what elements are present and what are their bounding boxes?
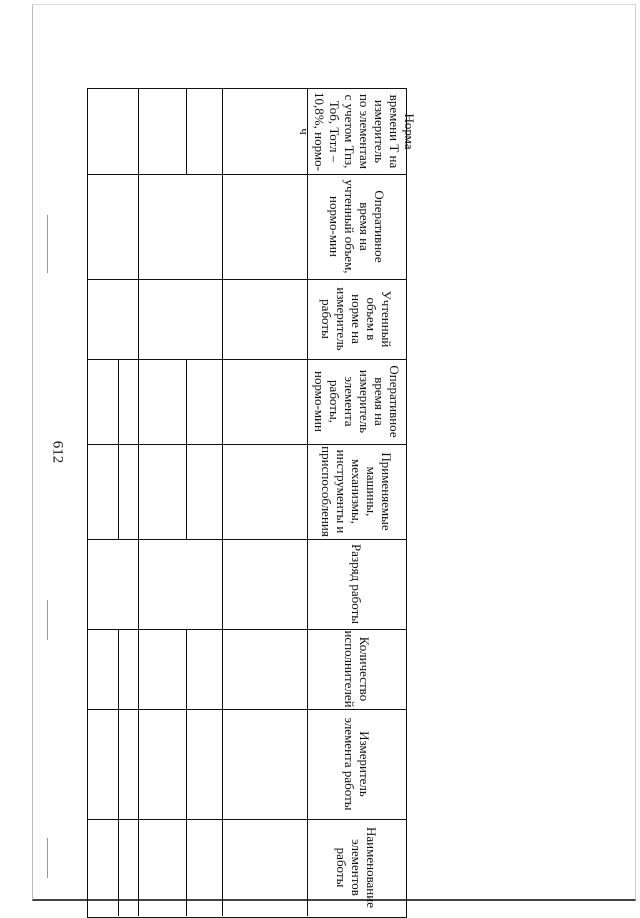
header-norm: Норма времени Т на измеритель по элементам с учетом Тпз, Тоб, Тотл – 10,8%, нормо-ч <box>297 92 417 171</box>
page-number: 612 <box>49 440 66 464</box>
scan-margin-mark <box>47 838 48 878</box>
header-equipment: Применяемые машины, механизмы, инструменты и приспособления <box>319 446 395 537</box>
scan-margin-mark <box>47 215 48 273</box>
header-workers: Количество исполнителей <box>342 630 372 708</box>
header-grade: Разряд работы <box>349 543 365 625</box>
norm-table <box>87 88 417 918</box>
header-op-time: Оперативное время на измеритель элемента работы, нормо-мин <box>312 365 402 438</box>
header-volume: Учтенный объем в норме на измеритель работы <box>319 287 395 351</box>
header-name: Наименование элементов работы <box>334 827 380 908</box>
header-op-vol: Оперативное время на учтенный объем, нормо-мин <box>327 179 387 274</box>
scan-margin-mark <box>47 600 48 640</box>
header-unit: Измеритель элемента работы <box>342 717 372 811</box>
norm-table-rotated <box>87 88 417 918</box>
